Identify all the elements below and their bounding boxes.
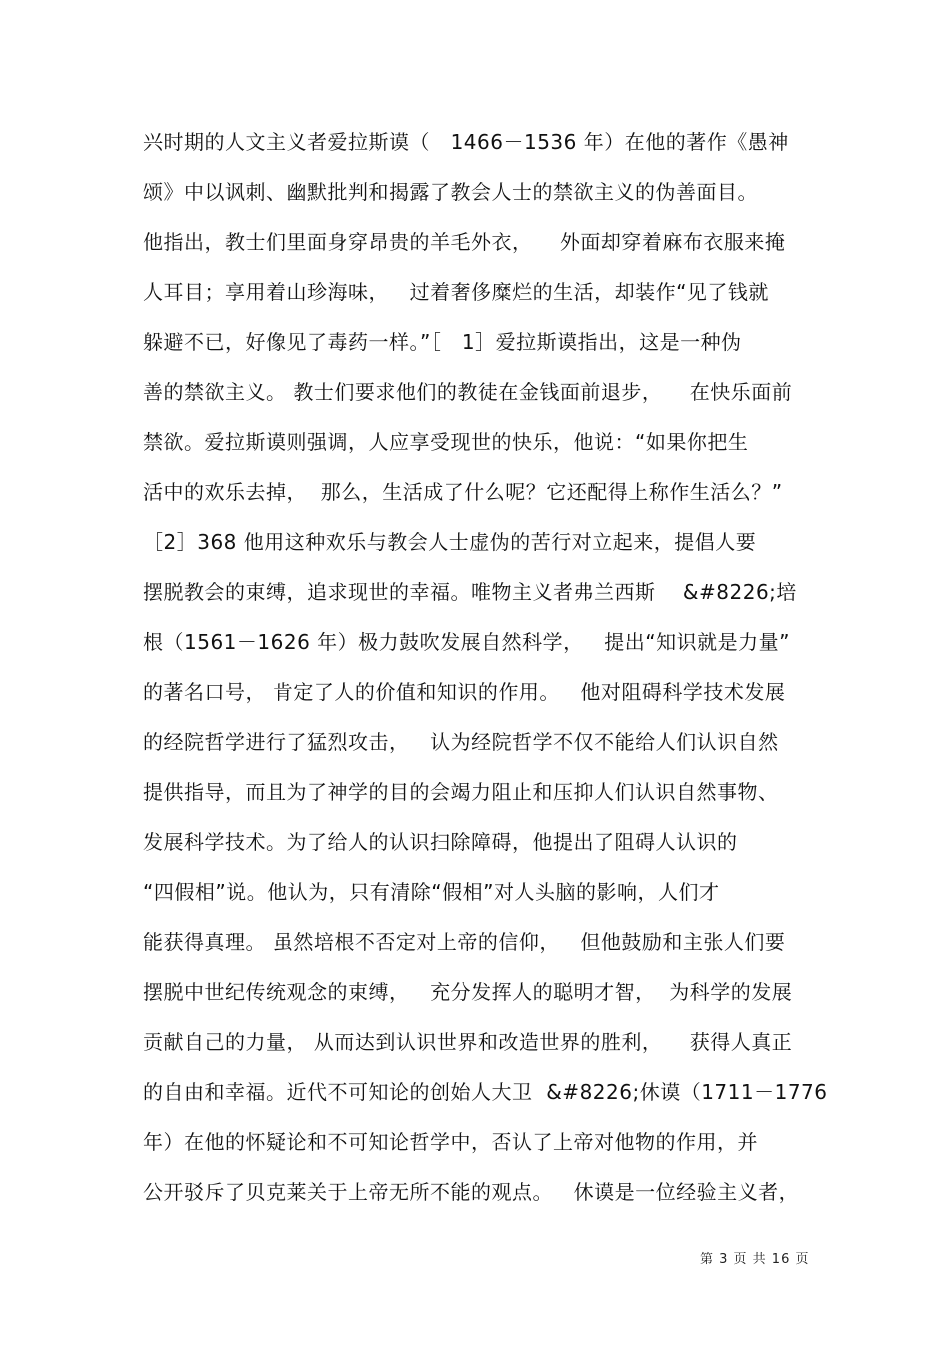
paragraph-line: 他指出，教士们里面身穿昂贵的羊毛外衣， 外面却穿着麻布衣服来掩 (143, 230, 786, 254)
paragraph-line: 的经院哲学进行了猛烈攻击， 认为经院哲学不仅不能给人们认识自然 (143, 730, 779, 754)
paragraph-line: 的自由和幸福。近代不可知论的创始人大卫 &#8226;休谟（1711－1776 (143, 1080, 828, 1104)
paragraph-line: 发展科学技术。为了给人的认识扫除障碍，他提出了阻碍人认识的 (143, 830, 738, 854)
paragraph-line: 根（1561－1626 年）极力鼓吹发展自然科学， 提出“知识就是力量” (143, 630, 790, 654)
paragraph-line: “四假相”说。他认为，只有清除“假相”对人头脑的影响，人们才 (143, 880, 720, 904)
paragraph-line: 活中的欢乐去掉， 那么，生活成了什么呢？它还配得上称作生活么？” (143, 480, 783, 504)
page-number-footer: 第 3 页 共 16 页 (700, 1252, 810, 1267)
paragraph-line: 颂》中以讽刺、幽默批判和揭露了教会人士的禁欲主义的伪善面目。 (143, 180, 758, 204)
paragraph-line: ［2］368 他用这种欢乐与教会人士虚伪的苦行对立起来，提倡人要 (143, 530, 757, 554)
paragraph-line: 的著名口号， 肯定了人的价值和知识的作用。 他对阻碍科学技术发展 (143, 680, 786, 704)
paragraph-line: 提供指导，而且为了神学的目的会竭力阻止和压抑人们认识自然事物、 (143, 780, 779, 804)
paragraph-line: 公开驳斥了贝克莱关于上帝无所不能的观点。 休谟是一位经验主义者， (143, 1180, 800, 1204)
paragraph-line: 人耳目；享用着山珍海味， 过着奢侈糜烂的生活，却装作“见了钱就 (143, 280, 769, 304)
paragraph-line: 兴时期的人文主义者爱拉斯谟（ 1466－1536 年）在他的著作《愚神 (143, 130, 789, 154)
paragraph-line: 贡献自己的力量， 从而达到认识世界和改造世界的胜利， 获得人真正 (143, 1030, 793, 1054)
paragraph-line: 年）在他的怀疑论和不可知论哲学中，否认了上帝对他物的作用，并 (143, 1130, 758, 1154)
paragraph-line: 能获得真理。 虽然培根不否定对上帝的信仰， 但他鼓励和主张人们要 (143, 930, 786, 954)
paragraph-line: 禁欲。爱拉斯谟则强调，人应享受现世的快乐，他说：“如果你把生 (143, 430, 749, 454)
paragraph-line: 躲避不已，好像见了毒药一样。”［ 1］爱拉斯谟指出，这是一种伪 (143, 330, 742, 354)
paragraph-line: 摆脱中世纪传统观念的束缚， 充分发挥人的聪明才智， 为科学的发展 (143, 980, 793, 1004)
paragraph-line: 善的禁欲主义。 教士们要求他们的教徒在金钱面前退步， 在快乐面前 (143, 380, 793, 404)
paragraph-line: 摆脱教会的束缚，追求现世的幸福。唯物主义者弗兰西斯 &#8226;培 (143, 580, 797, 604)
